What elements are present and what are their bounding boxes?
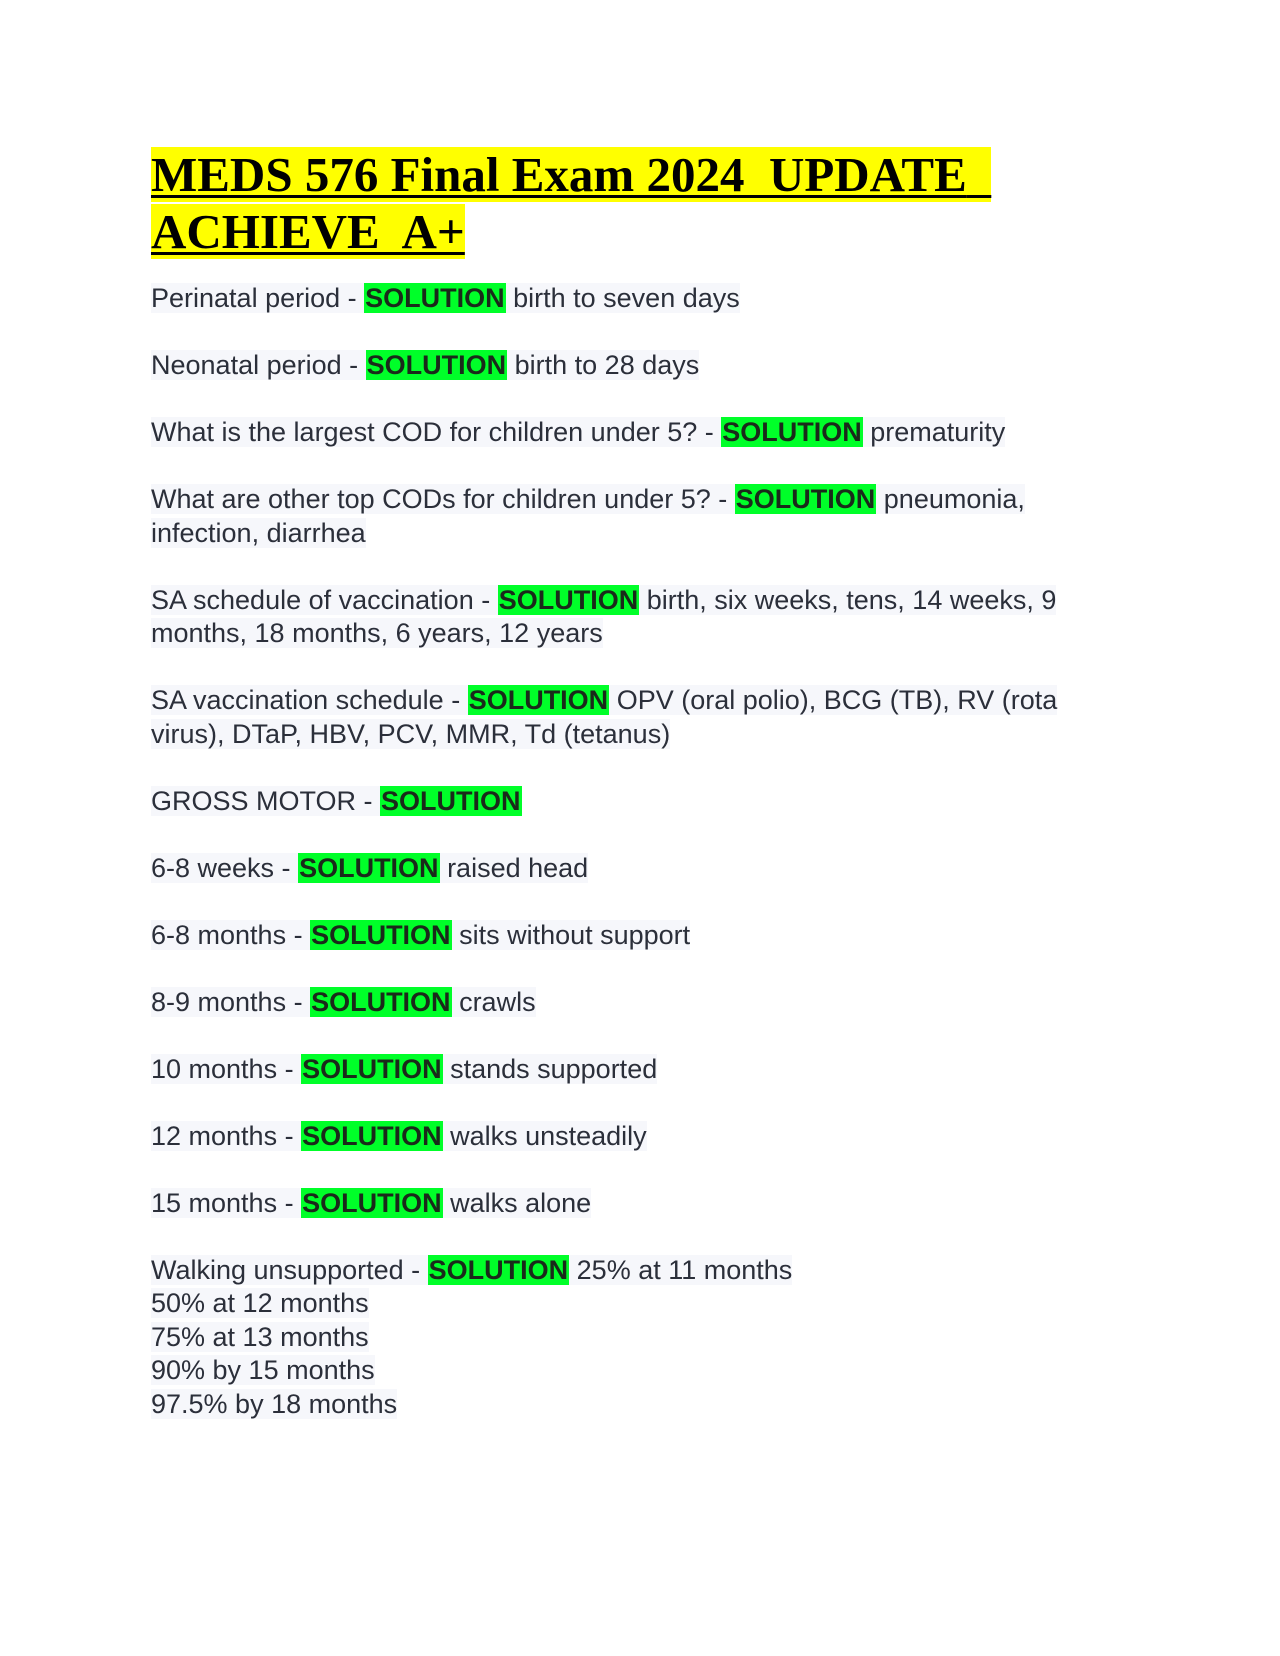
solution-label: SOLUTION (302, 1120, 442, 1151)
qa-extra-line: 50% at 12 months (151, 1288, 369, 1318)
qa-item: GROSS MOTOR - SOLUTION (151, 785, 521, 816)
qa-item: What are other top CODs for children under 5? - SOLUTION pneumonia, infection, diarrhea (151, 484, 1025, 548)
solution-label: SOLUTION (366, 350, 507, 380)
qa-extra-line: 97.5% by 18 months (151, 1388, 398, 1419)
solution-label: SOLUTION (428, 1254, 569, 1285)
qa-extra-line: 75% at 13 months (151, 1321, 369, 1352)
solution-label: SOLUTION (311, 986, 451, 1017)
solution-label: SOLUTION (365, 283, 505, 313)
solution-label: SOLUTION (299, 852, 439, 883)
document-page (151, 146, 1131, 1455)
solution-label: SOLUTION (311, 919, 451, 950)
qa-item: 6-8 months - SOLUTION sits without support (151, 919, 691, 950)
qa-extra-line: 90% by 15 months (151, 1355, 375, 1385)
qa-item: Perinatal period - SOLUTION birth to seven days (151, 283, 740, 313)
solution-label: SOLUTION (302, 1187, 442, 1218)
qa-item: SA vaccination schedule - SOLUTION OPV (oral polio), BCG (TB), RV (rota virus), DTaP, HBV, PCV, MMR, Td (tetanus) (151, 685, 1058, 749)
qa-item: SA schedule of vaccination - SOLUTION birth, six weeks, tens, 14 weeks, 9 months, 18 months, 6 years, 12 years (151, 584, 1057, 648)
solution-label: SOLUTION (468, 685, 609, 715)
document-title: MEDS 576 Final Exam 2024 UPDATE ACHIEVE A+ (151, 147, 992, 259)
solution-label: SOLUTION (498, 584, 639, 615)
solution-label: SOLUTION (722, 417, 862, 447)
solution-label: SOLUTION (381, 785, 521, 816)
qa-item: What is the largest COD for children under 5? - SOLUTION prematurity (151, 417, 1006, 447)
qa-item: 12 months - SOLUTION walks unsteadily (151, 1120, 647, 1151)
solution-label: SOLUTION (735, 484, 876, 514)
qa-item: Neonatal period - SOLUTION birth to 28 days (151, 350, 700, 380)
qa-item: Walking unsupported - SOLUTION 25% at 11 months 50% at 12 months 75% at 13 months 90% by 15 months 97.5% by 18 months (151, 1254, 1131, 1422)
qa-list (151, 282, 1131, 1421)
qa-item: 8-9 months - SOLUTION crawls (151, 986, 536, 1017)
qa-item: 10 months - SOLUTION stands supported (151, 1053, 658, 1084)
qa-item: 6-8 weeks - SOLUTION raised head (151, 852, 589, 883)
solution-label: SOLUTION (302, 1053, 442, 1084)
qa-item: 15 months - SOLUTION walks alone (151, 1187, 592, 1218)
